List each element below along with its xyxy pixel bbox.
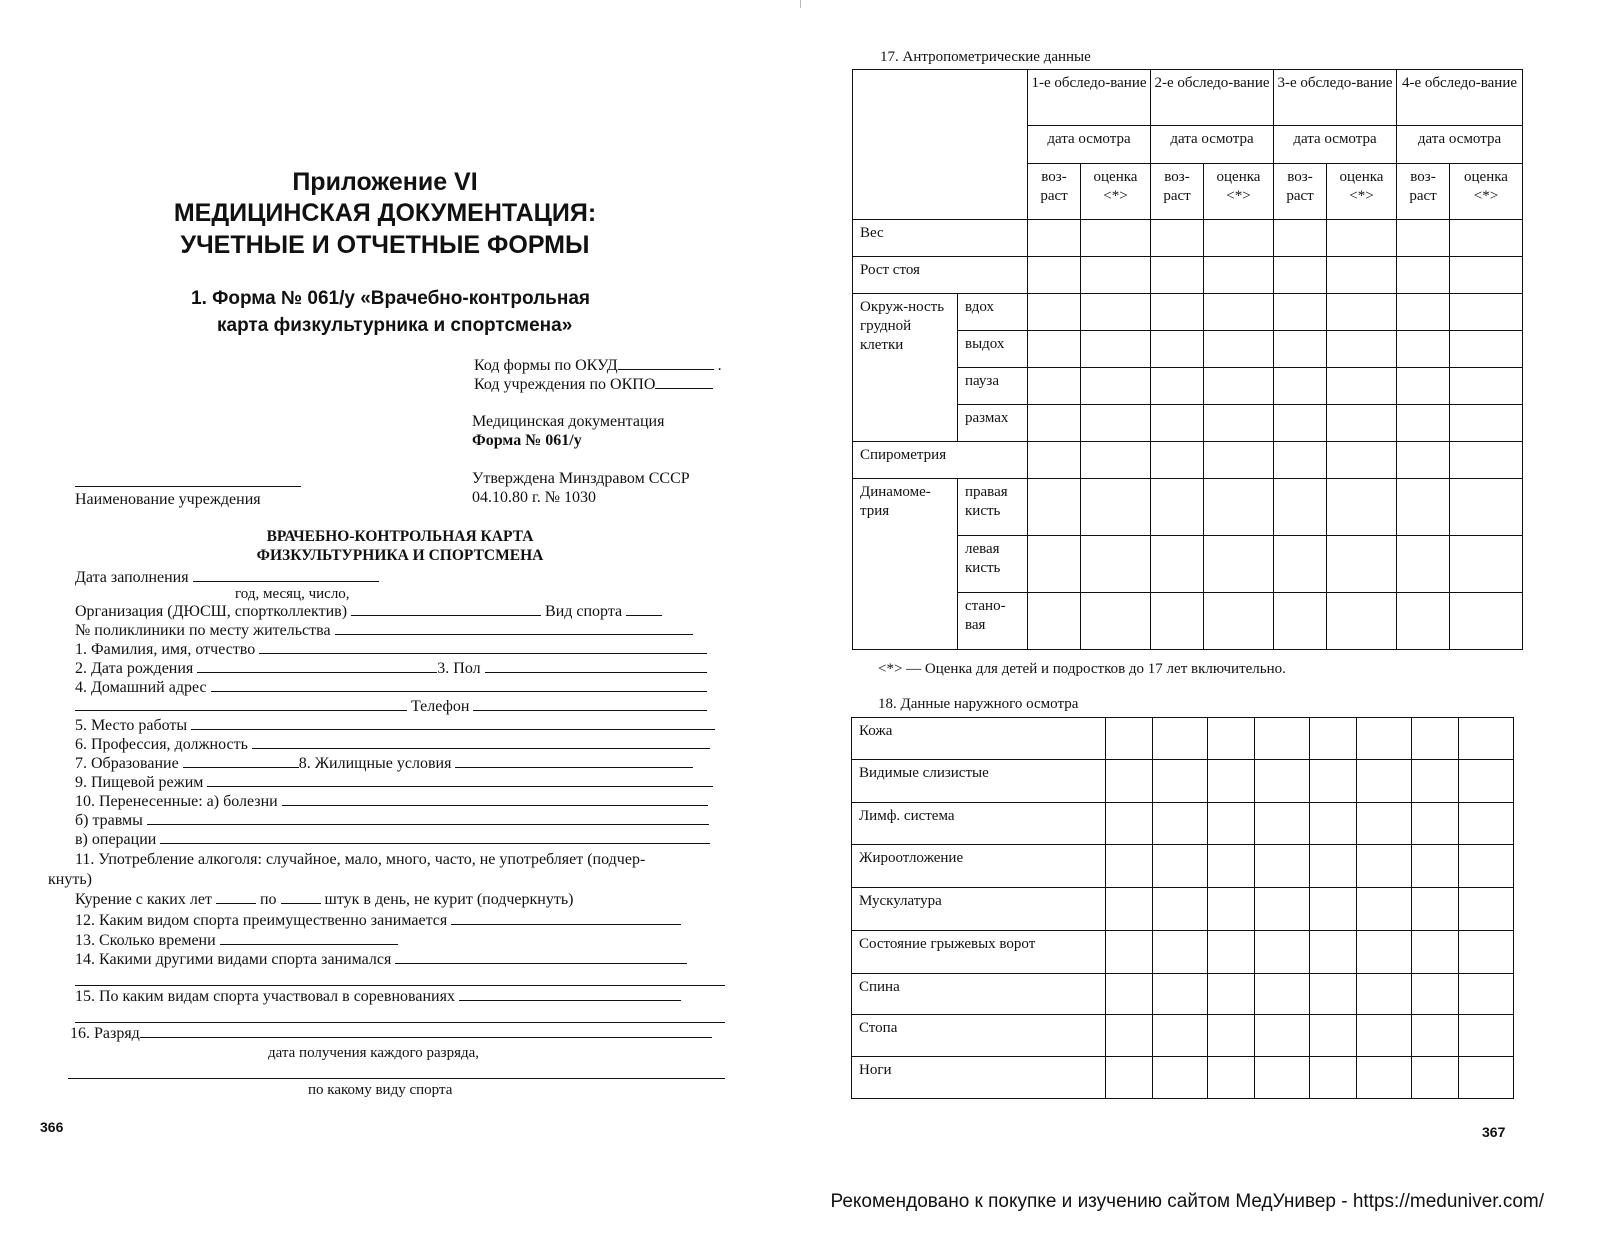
education-label: 7. Образование — [75, 755, 179, 772]
appendix-heading-line2: УЧЕТНЫЕ И ОТЧЕТНЫЕ ФОРМЫ — [180, 231, 590, 259]
page-number-left: 366 — [40, 1119, 64, 1135]
phone-field — [75, 698, 707, 716]
section-title-line2: карта физкультурника и спортсмена» — [217, 315, 573, 336]
table-row — [852, 1015, 1514, 1057]
row-label-left-hand: левая кисть — [958, 536, 1028, 593]
competitions-field — [75, 988, 681, 1006]
profession-field — [75, 736, 710, 754]
alcohol-line2: кнуть) — [48, 871, 92, 888]
okpo-label: Код учреждения по ОКПО — [474, 376, 656, 393]
row-label-weight: Вес — [853, 220, 1028, 257]
table-row — [852, 803, 1514, 845]
rating-header-2: оценка <*> — [1204, 164, 1274, 220]
row-label-inhale: вдох — [958, 294, 1028, 331]
corner-cell — [853, 70, 1028, 220]
table-row — [853, 442, 1523, 479]
birthdate-field — [75, 660, 707, 678]
sport-kind-label: Вид спорта — [545, 603, 623, 620]
appendix-heading-line1: МЕДИЦИНСКАЯ ДОКУМЕНТАЦИЯ: — [173, 199, 597, 227]
duration-field — [75, 932, 398, 950]
institution-line — [75, 486, 301, 487]
profession-label: 6. Профессия, должность — [75, 736, 248, 753]
row-label-right-hand: правая кисть — [958, 479, 1028, 536]
exam-row-label: Кожа — [852, 718, 1106, 760]
rank-hint: дата получения каждого разряда, — [268, 1045, 480, 1061]
other-sports-field — [75, 951, 687, 969]
exam-row-label: Жироотложение — [852, 845, 1106, 888]
fullname-label: 1. Фамилия, имя, отчество — [75, 641, 256, 658]
exam-3-header: 3-е обследо-вание — [1274, 70, 1397, 126]
fullname-field — [75, 641, 707, 659]
rating-header-3: оценка <*> — [1327, 164, 1397, 220]
row-label-exhale: выдох — [958, 331, 1028, 368]
row-label-range: размах — [958, 405, 1028, 442]
operations-label: в) операции — [75, 831, 157, 848]
anthropometric-table — [852, 69, 1523, 650]
table-row — [852, 718, 1514, 760]
okud-field: Код формы по ОКУД . — [474, 357, 722, 374]
diseases-label: 10. Перенесенные: а) болезни — [75, 793, 278, 810]
institution-label: Наименование учреждения — [75, 491, 261, 508]
diet-field — [75, 774, 713, 792]
phone-label: Телефон — [411, 698, 470, 715]
exam-row-label: Видимые слизистые — [852, 760, 1106, 803]
table-row — [853, 220, 1523, 257]
row-label-dynamometry: Динамоме-трия — [853, 479, 958, 650]
row-label-pause: пауза — [958, 368, 1028, 405]
row-label-stand: стано-вая — [958, 593, 1028, 650]
table-row — [852, 1057, 1514, 1099]
exam-row-label: Стопа — [852, 1015, 1106, 1057]
external-exam-table — [851, 717, 1514, 1099]
main-sport-label: 12. Каким видом спорта преимущественно занимается — [75, 912, 448, 929]
workplace-label: 5. Место работы — [75, 717, 188, 734]
exam-header-row — [853, 70, 1523, 126]
section-title-line1: 1. Форма № 061/у «Врачебно-контрольная — [191, 288, 590, 309]
organization-field — [75, 603, 662, 621]
competitions-line2 — [75, 1022, 725, 1023]
diseases-field — [75, 793, 708, 811]
polyclinic-label: № поликлиники по месту жительства — [75, 622, 331, 639]
rating-header-4: оценка <*> — [1450, 164, 1523, 220]
duration-label: 13. Сколько времени — [75, 932, 216, 949]
rank-field — [70, 1025, 712, 1043]
table-row — [852, 931, 1514, 974]
housing-label: 8. Жилищные условия — [298, 755, 452, 772]
sport-hint: по какому виду спорта — [308, 1082, 453, 1098]
date-fill-label: Дата заполнения — [75, 569, 189, 586]
age-header-1: воз-раст — [1028, 164, 1081, 220]
appendix-title: Приложение VI — [292, 168, 478, 196]
polyclinic-field — [75, 622, 693, 640]
education-field — [75, 755, 693, 773]
address-field — [75, 679, 707, 697]
other-sports-line2 — [75, 985, 725, 986]
workplace-field — [75, 717, 715, 735]
med-doc-label: Медицинская документация — [472, 413, 665, 430]
table-row — [852, 845, 1514, 888]
table-row — [852, 760, 1514, 803]
age-header-2: воз-раст — [1151, 164, 1204, 220]
rating-header-1: оценка <*> — [1081, 164, 1151, 220]
table-row — [852, 974, 1514, 1015]
form-number: Форма № 061/у — [472, 432, 582, 449]
injuries-field — [75, 812, 709, 830]
address-label: 4. Домашний адрес — [75, 679, 207, 696]
page-number-right: 367 — [1482, 1124, 1506, 1140]
exam-row-label: Лимф. система — [852, 803, 1106, 845]
exam-date-3: дата осмотра — [1274, 126, 1397, 164]
exam-date-4: дата осмотра — [1397, 126, 1523, 164]
exam-row-label: Спина — [852, 974, 1106, 1015]
okud-label: Код формы по ОКУД — [474, 357, 618, 374]
okpo-field — [474, 376, 713, 394]
exam-date-2: дата осмотра — [1151, 126, 1274, 164]
other-sports-label: 14. Какими другими видами спорта занимался — [75, 951, 392, 968]
age-header-3: воз-раст — [1274, 164, 1327, 220]
exam-1-header: 1-е обследо-вание — [1028, 70, 1151, 126]
exam-title: 18. Данные наружного осмотра — [878, 696, 1079, 712]
row-label-spirometry: Спирометрия — [853, 442, 1028, 479]
operations-field — [75, 831, 710, 849]
row-label-height: Рост стоя — [853, 257, 1028, 294]
smoking-field — [75, 891, 573, 909]
organization-label: Организация (ДЮСШ, спортколлектив) — [75, 603, 348, 620]
rank-label: 16. Разряд — [70, 1025, 140, 1042]
card-title-line2: ФИЗКУЛЬТУРНИКА И СПОРТСМЕНА — [256, 547, 544, 564]
table-row — [853, 257, 1523, 294]
exam-date-1: дата осмотра — [1028, 126, 1151, 164]
smoking-label-c: штук в день, не курит (подчеркнуть) — [324, 891, 574, 908]
competitions-label: 15. По каким видам спорта участвовал в соревнованиях — [75, 988, 455, 1005]
main-sport-field — [75, 912, 681, 930]
alcohol-line1: 11. Употребление алкоголя: случайное, мало, много, часто, не употребляет (подчер- — [75, 851, 646, 868]
card-title-line1: ВРАЧЕБНО-КОНТРОЛЬНАЯ КАРТА — [266, 528, 534, 545]
approved-line2: 04.10.80 г. № 1030 — [472, 489, 597, 506]
footnote: <*> — Оценка для детей и подростков до 17 лет включительно. — [878, 661, 1286, 677]
exam-4-header: 4-е обследо-вание — [1397, 70, 1523, 126]
injuries-label: б) травмы — [75, 812, 143, 829]
date-hint: год, месяц, число, — [235, 586, 350, 602]
date-fill-field — [75, 569, 379, 587]
table-row — [853, 294, 1523, 331]
row-label-chest: Окруж-ность грудной клетки — [853, 294, 958, 442]
table-row — [853, 479, 1523, 536]
approved-line1: Утверждена Минздравом СССР — [472, 470, 690, 487]
exam-row-label: Состояние грыжевых ворот — [852, 931, 1106, 974]
anthro-title: 17. Антропометрические данные — [880, 49, 1091, 65]
smoking-label-a: Курение с каких лет — [75, 891, 212, 908]
exam-2-header: 2-е обследо-вание — [1151, 70, 1274, 126]
smoking-label-b: по — [259, 891, 277, 908]
table-row — [852, 888, 1514, 931]
birthdate-label: 2. Дата рождения — [75, 660, 194, 677]
recommendation-banner[interactable]: Рекомендовано к покупке и изучению сайтом МедУнивер - https://meduniver.com/ — [830, 1191, 1544, 1212]
age-header-4: воз-раст — [1397, 164, 1450, 220]
sex-label: 3. Пол — [437, 660, 481, 677]
diet-label: 9. Пищевой режим — [75, 774, 204, 791]
exam-row-label: Мускулатура — [852, 888, 1106, 931]
page-gutter — [800, 0, 802, 8]
rank-line2 — [68, 1078, 725, 1079]
exam-row-label: Ноги — [852, 1057, 1106, 1099]
